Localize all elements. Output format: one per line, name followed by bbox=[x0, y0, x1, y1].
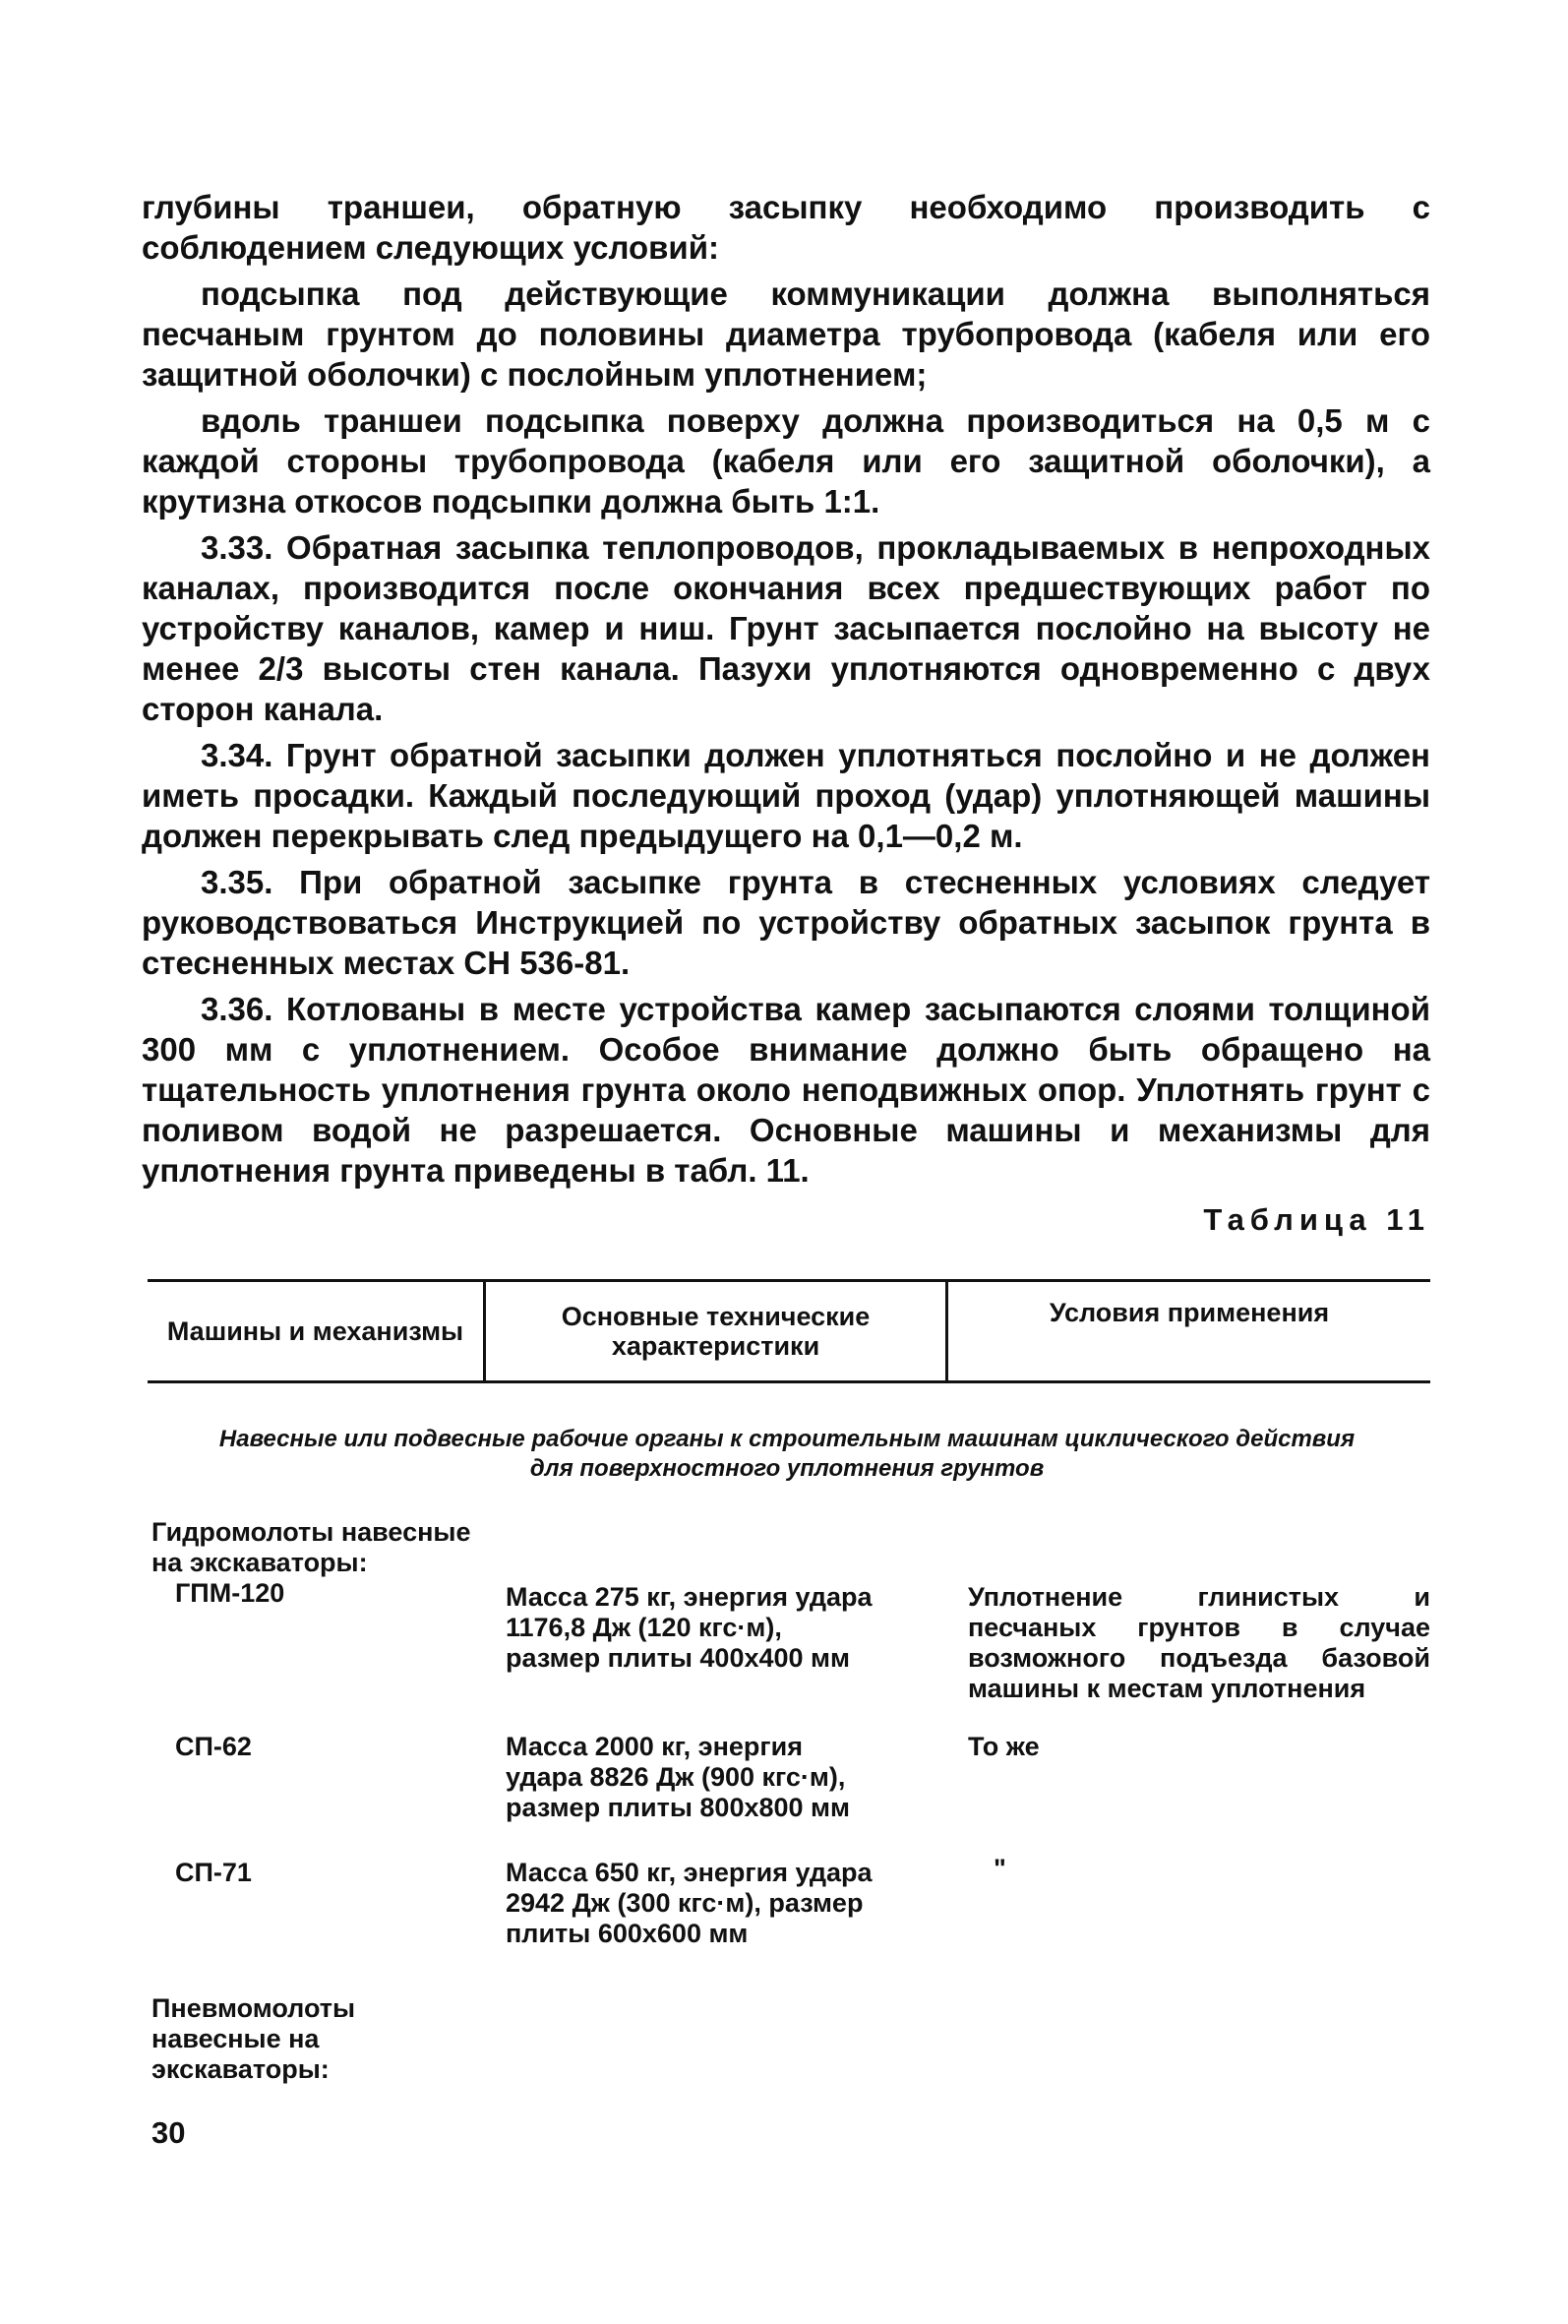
table-header bbox=[148, 1279, 1430, 1383]
header-machines: Машины и механизмы bbox=[148, 1282, 486, 1380]
machine-spec: Масса 2000 кг, энергия удара 8826 Дж (900 кгс·м), размер плиты 800х800 мм bbox=[506, 1732, 850, 1822]
header-specs: Основные технические характеристики bbox=[486, 1282, 948, 1380]
paragraph-3-36: 3.36. Котлованы в месте устройства камер засыпаются слоями толщиной 300 мм с уплотнением. Особое внимание должно быть обращено на тщательность уплотнения грунта около неподвижных опор. Уплотнять грунт с поливом водой не разрешается. Основные машины и механизмы для уплотнения грунта приведены в табл. 11. bbox=[142, 991, 1430, 1189]
table-caption: Таблица 11 bbox=[1203, 1202, 1430, 1237]
machine-spec: Масса 650 кг, энергия удара 2942 Дж (300 кгс·м), размер плиты 600х600 мм bbox=[506, 1858, 873, 1948]
paragraph-1: глубины траншеи, обратную засыпку необходимо производить с соблюдением следующих условий: bbox=[142, 189, 1430, 266]
machine-spec: Масса 275 кг, энергия удара 1176,8 Дж (120 кгс·м), размер плиты 400х400 мм bbox=[506, 1582, 873, 1673]
group-label-pneumohammers: Пневмомолоты навесные на экскаваторы: bbox=[151, 1993, 356, 2084]
machine-name: СП-71 bbox=[175, 1858, 252, 1887]
ditto-mark: " bbox=[994, 1854, 1006, 1883]
machine-name: ГПМ-120 bbox=[175, 1578, 285, 1608]
machine-name: СП-62 bbox=[175, 1732, 252, 1761]
header-conditions: Условия применения bbox=[1049, 1298, 1330, 1327]
group-label-hydrohammers: Гидромолоты навесные на экскаваторы: bbox=[151, 1517, 471, 1577]
machine-condition: Уплотнение глинистых и песчаных грунтов в случае возможного подъезда базовой машины к местам уплотнения bbox=[968, 1582, 1430, 1703]
paragraph-3: вдоль траншеи подсыпка поверху должна производиться на 0,5 м с каждой стороны трубопровода (кабеля или его защитной оболочки), а крутизна откосов подсыпки должна быть 1:1. bbox=[142, 402, 1430, 520]
paragraph-3-33: 3.33. Обратная засыпка теплопроводов, прокладываемых в непроходных каналах, производится после окончания всех предшествующих работ по устройству каналов, камер и ниш. Грунт засыпается послойно на высоту не менее 2/3 высоты стен канала. Пазухи уплотняются одновременно с двух сторон канала. bbox=[142, 529, 1430, 727]
paragraph-3-35: 3.35. При обратной засыпке грунта в стесненных условиях следует руководствоваться Инструкцией по устройству обратных засыпок грунта в стесненных местах СН 536-81. bbox=[142, 864, 1430, 981]
page-number: 30 bbox=[151, 2115, 186, 2150]
body-text bbox=[142, 187, 1430, 1196]
paragraph-3-34: 3.34. Грунт обратной засыпки должен уплотняться послойно и не должен иметь просадки. Каждый последующий проход (удар) уплотняющей машины должен перекрывать след предыдущего на 0,1—0,2 м. bbox=[142, 737, 1430, 854]
table-section-title: Навесные или подвесные рабочие органы к строительным машинам циклического действия для поверхностного уплотнения грунтов bbox=[218, 1426, 1356, 1482]
machine-condition: То же bbox=[968, 1732, 1040, 1761]
paragraph-2: подсыпка под действующие коммуникации должна выполняться песчаным грунтом до половины диаметра трубопровода (кабеля или его защитной оболочки) с послойным уплотнением; bbox=[142, 275, 1430, 393]
